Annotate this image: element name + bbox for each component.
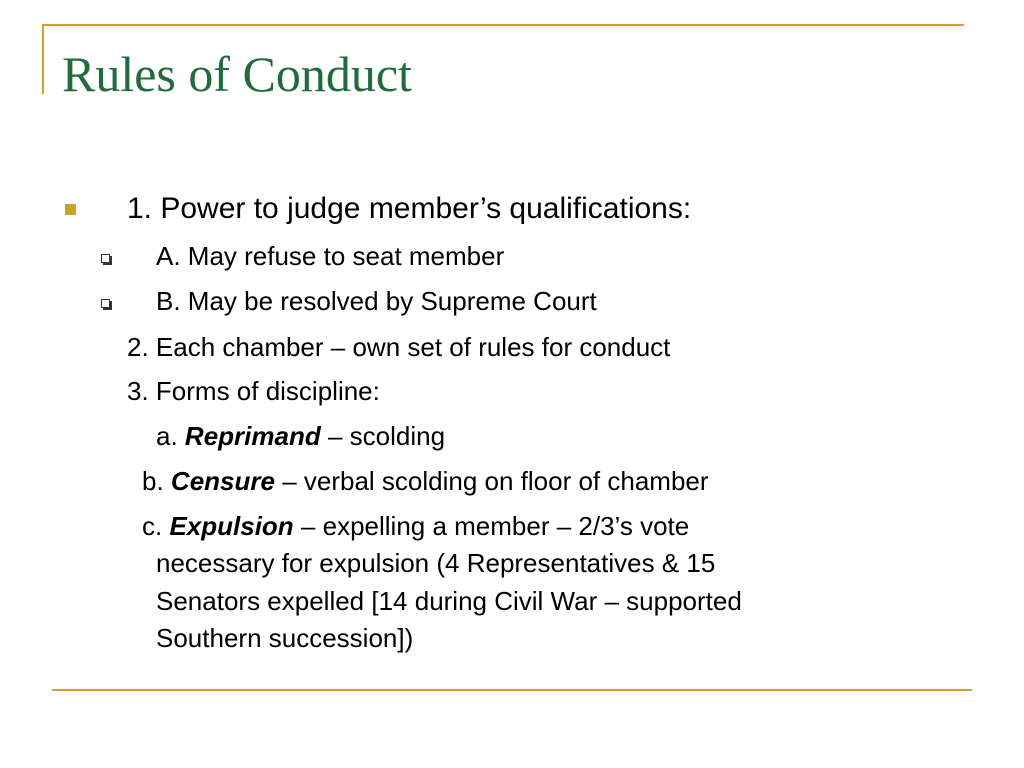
point-2-chamber-rules: 2. Each chamber – own set of rules for conduct [127, 332, 671, 362]
censure-prefix: b. [142, 466, 171, 496]
slide-title: Rules of Conduct [62, 46, 412, 102]
expulsion-continuation-line: Southern succession]) [156, 623, 414, 653]
expulsion-prefix: c. [142, 511, 170, 541]
expulsion-description: – expelling a member – 2/3’s vote [293, 511, 690, 541]
expulsion-term: Expulsion [169, 511, 294, 541]
left-frame-line [42, 24, 44, 94]
expulsion-continuation-line: Senators expelled [14 during Civil War – supported [156, 586, 742, 616]
discipline-reprimand [156, 420, 445, 452]
reprimand-description: – scolding [320, 421, 446, 451]
hollow-square-bullet-icon [101, 254, 110, 263]
point-1b-supreme-court: B. May be resolved by Supreme Court [156, 286, 597, 316]
bottom-divider-line [52, 689, 972, 691]
filled-square-bullet-icon [65, 204, 76, 215]
point-3-forms-of-discipline: 3. Forms of discipline: [127, 376, 380, 406]
expulsion-continuation-line: necessary for expulsion (4 Representatives & 15 [156, 548, 716, 578]
discipline-expulsion [142, 510, 689, 542]
reprimand-term: Reprimand [184, 421, 321, 451]
censure-term: Censure [170, 466, 275, 496]
point-1a-refuse-seat: A. May refuse to seat member [156, 241, 505, 271]
reprimand-prefix: a. [156, 421, 185, 451]
top-frame-line [42, 24, 964, 26]
point-1-qualifications: 1. Power to judge member’s qualifications: [127, 192, 692, 225]
hollow-square-bullet-icon [101, 299, 110, 308]
discipline-censure [142, 465, 709, 497]
censure-description: – verbal scolding on floor of chamber [274, 466, 709, 496]
